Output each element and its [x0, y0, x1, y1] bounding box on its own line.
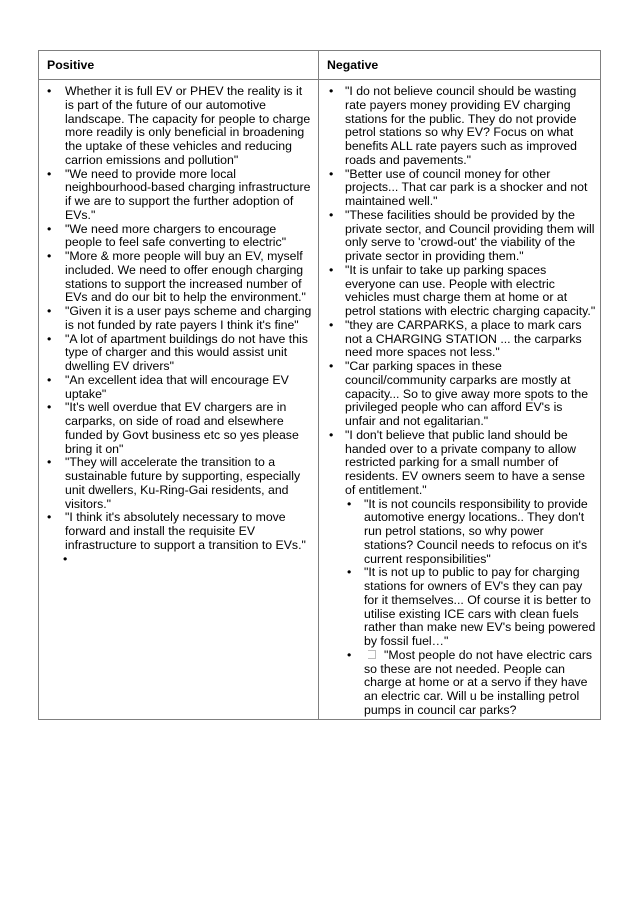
list-item: • "I think it's absolutely necessary to move forward and install the requisite EV infrastructure to support a transition to EVs." [39, 511, 314, 552]
negative-list [319, 85, 596, 498]
list-item-text: "Most people do not have electric cars so these are not needed. People can charge at home or at a servo if they have an electric car. Will u be installing petrol pumps in council car parks? [364, 647, 593, 717]
list-item: • "They will accelerate the transition to a sustainable future by supporting, especially unit dwellers, Ku-Ring-Gai residents, and visitors." [39, 456, 314, 511]
content-row [39, 80, 601, 720]
list-item: • "It's well overdue that EV chargers are in carparks, on side of road and elsewhere funded by Govt business etc so yes please bring it on" [39, 401, 314, 456]
positive-list [39, 85, 314, 553]
list-item: • "We need to provide more local neighbourhood-based charging infrastructure if we are to support the further adoption of EVs." [39, 168, 314, 223]
positive-header: Positive [39, 51, 319, 80]
list-item: • "I do not believe council should be wasting rate payers money providing EV charging stations for the public. They do not provide petrol stations so why EV? Focus on what benefits ALL rate payers such as improved roads and pavements." [319, 85, 596, 168]
negative-cell [319, 80, 601, 720]
list-item: • "they are CARPARKS, a place to mark cars not a CHARGING STATION ... the carparks need more spaces not less." [319, 319, 596, 360]
negative-nested-list [319, 498, 596, 718]
list-item: • "It is not councils responsibility to provide automotive energy locations.. They don't run petrol stations, so why power stations? Council needs to refocus on it's current responsibilities" [345, 498, 596, 567]
negative-header: Negative [319, 51, 601, 80]
list-item: • "More & more people will buy an EV, myself included. We need to offer enough charging stations to support the increased number of EVs and do our bit to help the environment." [39, 250, 314, 305]
list-item: • "Given it is a user pays scheme and charging is not funded by rate payers I think it's fine" [39, 305, 314, 333]
list-item: • "It is not up to public to pay for charging stations for owners of EV's they can pay for it themselves... Of course it is better to utilise existing ICE cars with clean fuels rather than make new EV's being powered by fossil fuel…" [345, 566, 596, 649]
checkbox-glyph-icon [368, 650, 376, 659]
positive-cell [39, 80, 319, 720]
list-item: • "Car parking spaces in these council/community carparks are mostly at capacity... So to give away more spots to the privileged people who can afford EV's is unfair and not egalitarian." [319, 360, 596, 429]
empty-bullet: • [63, 551, 68, 566]
list-item: • "These facilities should be provided by the private sector, and Council providing them will only serve to 'crowd-out' the viability of the private sector in providing them." [319, 209, 596, 264]
header-row [39, 51, 601, 80]
list-item: • "It is unfair to take up parking spaces everyone can use. People with electric vehicles must charge them at home or at petrol stations with electric charging capacity." [319, 264, 596, 319]
list-item: • "I don't believe that public land should be handed over to a private company to allow restricted parking for a small number of residents. EV owners seem to have a sense of entitlement." [319, 429, 596, 498]
list-item: • "Better use of council money for other projects... That car park is a shocker and not maintained well." [319, 168, 596, 209]
list-item: • "We need more chargers to encourage people to feel safe converting to electric" [39, 223, 314, 251]
list-item: • Whether it is full EV or PHEV the reality is it is part of the future of our automotive landscape. The capacity for people to charge more readily is only beneficial in broadening the uptake of these vehicles and reducing carrion emissions and pollution" [39, 85, 314, 168]
list-item [345, 649, 596, 718]
list-item: • "A lot of apartment buildings do not have this type of charger and this would assist unit dwelling EV drivers" [39, 333, 314, 374]
feedback-table [38, 50, 601, 720]
list-item: • "An excellent idea that will encourage EV uptake" [39, 374, 314, 402]
